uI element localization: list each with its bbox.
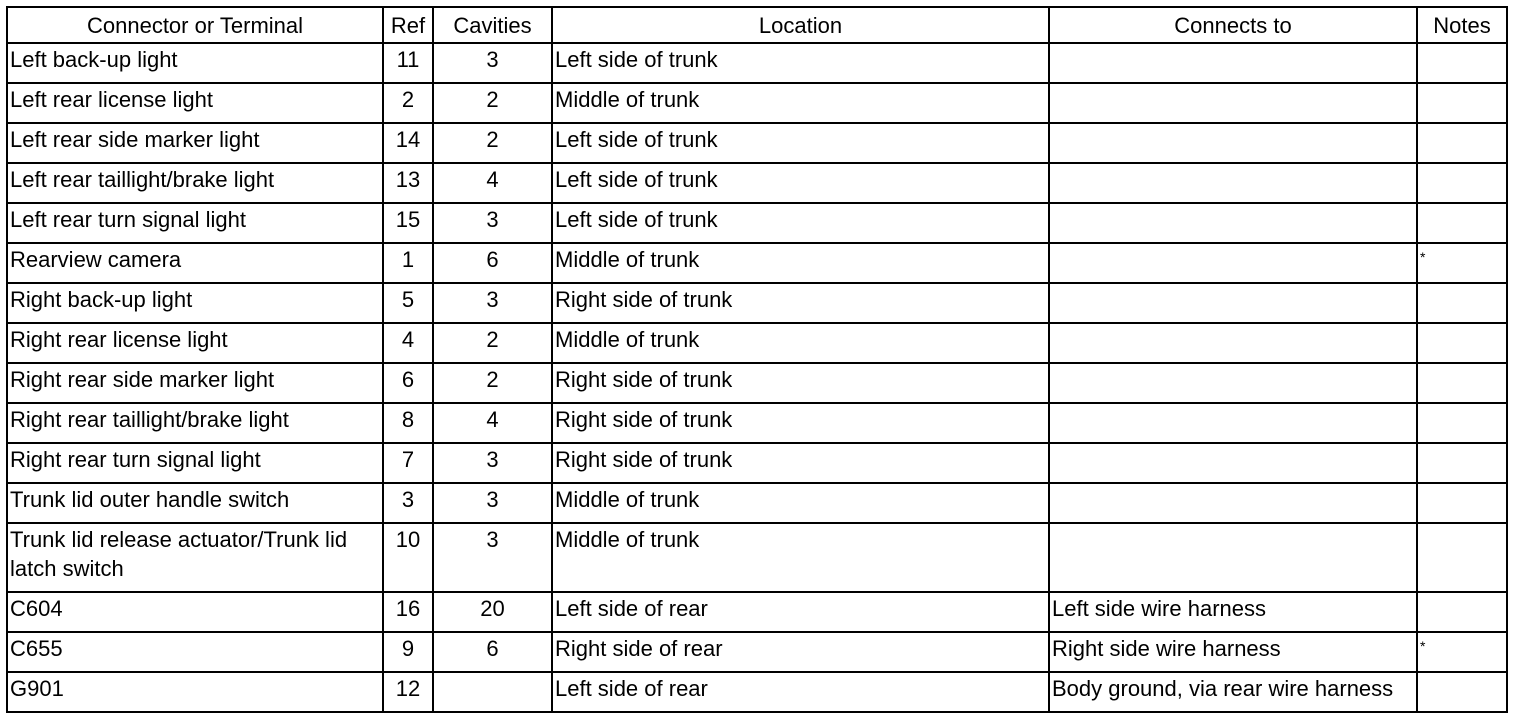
table-row — [7, 83, 1507, 123]
connector-table-container — [6, 6, 1508, 713]
cell-notes — [1417, 323, 1507, 363]
cell-ref: 3 — [383, 483, 433, 523]
table-row — [7, 43, 1507, 83]
cell-connects-to: Right side wire harness — [1049, 632, 1417, 672]
cell-connects-to — [1049, 203, 1417, 243]
cell-ref: 2 — [383, 83, 433, 123]
cell-location: Right side of trunk — [552, 363, 1049, 403]
cell-ref: 8 — [383, 403, 433, 443]
cell-location: Right side of trunk — [552, 283, 1049, 323]
cell-cavities: 3 — [433, 483, 552, 523]
cell-connector: Left rear license light — [7, 83, 383, 123]
header-location: Location — [552, 7, 1049, 43]
cell-connects-to — [1049, 243, 1417, 283]
cell-notes — [1417, 523, 1507, 592]
table-row — [7, 363, 1507, 403]
cell-ref: 11 — [383, 43, 433, 83]
table-row — [7, 523, 1507, 592]
cell-connects-to — [1049, 443, 1417, 483]
cell-ref: 15 — [383, 203, 433, 243]
cell-connects-to — [1049, 363, 1417, 403]
cell-ref: 16 — [383, 592, 433, 632]
cell-connects-to — [1049, 43, 1417, 83]
connector-table — [6, 6, 1508, 713]
cell-location: Left side of trunk — [552, 43, 1049, 83]
cell-location: Right side of rear — [552, 632, 1049, 672]
cell-cavities: 4 — [433, 163, 552, 203]
cell-notes — [1417, 83, 1507, 123]
cell-ref: 10 — [383, 523, 433, 592]
cell-cavities: 2 — [433, 123, 552, 163]
cell-location: Left side of rear — [552, 672, 1049, 712]
cell-connector: Right back-up light — [7, 283, 383, 323]
cell-notes: * — [1417, 243, 1507, 283]
cell-cavities: 3 — [433, 43, 552, 83]
table-row — [7, 483, 1507, 523]
cell-cavities: 3 — [433, 523, 552, 592]
cell-location: Right side of trunk — [552, 403, 1049, 443]
cell-connects-to — [1049, 483, 1417, 523]
cell-notes — [1417, 123, 1507, 163]
cell-ref: 9 — [383, 632, 433, 672]
cell-ref: 5 — [383, 283, 433, 323]
cell-connector: Left rear side marker light — [7, 123, 383, 163]
cell-location: Left side of rear — [552, 592, 1049, 632]
cell-ref: 7 — [383, 443, 433, 483]
cell-location: Middle of trunk — [552, 83, 1049, 123]
cell-connects-to — [1049, 163, 1417, 203]
cell-connects-to — [1049, 83, 1417, 123]
header-ref: Ref — [383, 7, 433, 43]
cell-cavities: 2 — [433, 363, 552, 403]
cell-location: Middle of trunk — [552, 323, 1049, 363]
header-connector: Connector or Terminal — [7, 7, 383, 43]
cell-notes — [1417, 592, 1507, 632]
table-row — [7, 203, 1507, 243]
cell-ref: 4 — [383, 323, 433, 363]
cell-connector: Trunk lid release actuator/Trunk lid latch switch — [7, 523, 383, 592]
cell-notes — [1417, 203, 1507, 243]
cell-cavities: 4 — [433, 403, 552, 443]
table-row — [7, 443, 1507, 483]
cell-cavities: 20 — [433, 592, 552, 632]
cell-cavities: 3 — [433, 283, 552, 323]
cell-notes — [1417, 163, 1507, 203]
cell-connector: Right rear license light — [7, 323, 383, 363]
cell-location: Left side of trunk — [552, 163, 1049, 203]
cell-connector: Left rear turn signal light — [7, 203, 383, 243]
table-row — [7, 323, 1507, 363]
cell-connector: Right rear turn signal light — [7, 443, 383, 483]
cell-cavities — [433, 672, 552, 712]
cell-location: Middle of trunk — [552, 523, 1049, 592]
cell-connector: Rearview camera — [7, 243, 383, 283]
cell-connector: Right rear taillight/brake light — [7, 403, 383, 443]
cell-connects-to — [1049, 403, 1417, 443]
cell-location: Right side of trunk — [552, 443, 1049, 483]
cell-connector: Left back-up light — [7, 43, 383, 83]
cell-notes — [1417, 443, 1507, 483]
cell-notes — [1417, 363, 1507, 403]
cell-cavities: 6 — [433, 632, 552, 672]
cell-notes — [1417, 483, 1507, 523]
cell-connects-to: Left side wire harness — [1049, 592, 1417, 632]
cell-cavities: 2 — [433, 83, 552, 123]
cell-notes — [1417, 672, 1507, 712]
cell-notes — [1417, 283, 1507, 323]
table-body — [7, 43, 1507, 712]
table-row — [7, 243, 1507, 283]
table-row — [7, 592, 1507, 632]
header-cavities: Cavities — [433, 7, 552, 43]
cell-ref: 12 — [383, 672, 433, 712]
table-row — [7, 632, 1507, 672]
cell-location: Left side of trunk — [552, 203, 1049, 243]
cell-location: Middle of trunk — [552, 243, 1049, 283]
cell-ref: 13 — [383, 163, 433, 203]
cell-connector: Right rear side marker light — [7, 363, 383, 403]
cell-connects-to: Body ground, via rear wire harness — [1049, 672, 1417, 712]
cell-connector: G901 — [7, 672, 383, 712]
cell-location: Middle of trunk — [552, 483, 1049, 523]
header-connects-to: Connects to — [1049, 7, 1417, 43]
cell-location: Left side of trunk — [552, 123, 1049, 163]
cell-connects-to — [1049, 123, 1417, 163]
cell-ref: 6 — [383, 363, 433, 403]
cell-cavities: 3 — [433, 443, 552, 483]
table-row — [7, 403, 1507, 443]
cell-connects-to — [1049, 523, 1417, 592]
cell-cavities: 2 — [433, 323, 552, 363]
header-row — [7, 7, 1507, 43]
cell-cavities: 3 — [433, 203, 552, 243]
cell-ref: 1 — [383, 243, 433, 283]
cell-connector: C604 — [7, 592, 383, 632]
table-row — [7, 283, 1507, 323]
cell-cavities: 6 — [433, 243, 552, 283]
header-notes: Notes — [1417, 7, 1507, 43]
cell-connector: Left rear taillight/brake light — [7, 163, 383, 203]
cell-connector: C655 — [7, 632, 383, 672]
cell-notes — [1417, 43, 1507, 83]
cell-notes — [1417, 403, 1507, 443]
table-row — [7, 163, 1507, 203]
cell-ref: 14 — [383, 123, 433, 163]
cell-connects-to — [1049, 323, 1417, 363]
table-row — [7, 123, 1507, 163]
cell-connector: Trunk lid outer handle switch — [7, 483, 383, 523]
cell-notes: * — [1417, 632, 1507, 672]
table-row — [7, 672, 1507, 712]
cell-connects-to — [1049, 283, 1417, 323]
